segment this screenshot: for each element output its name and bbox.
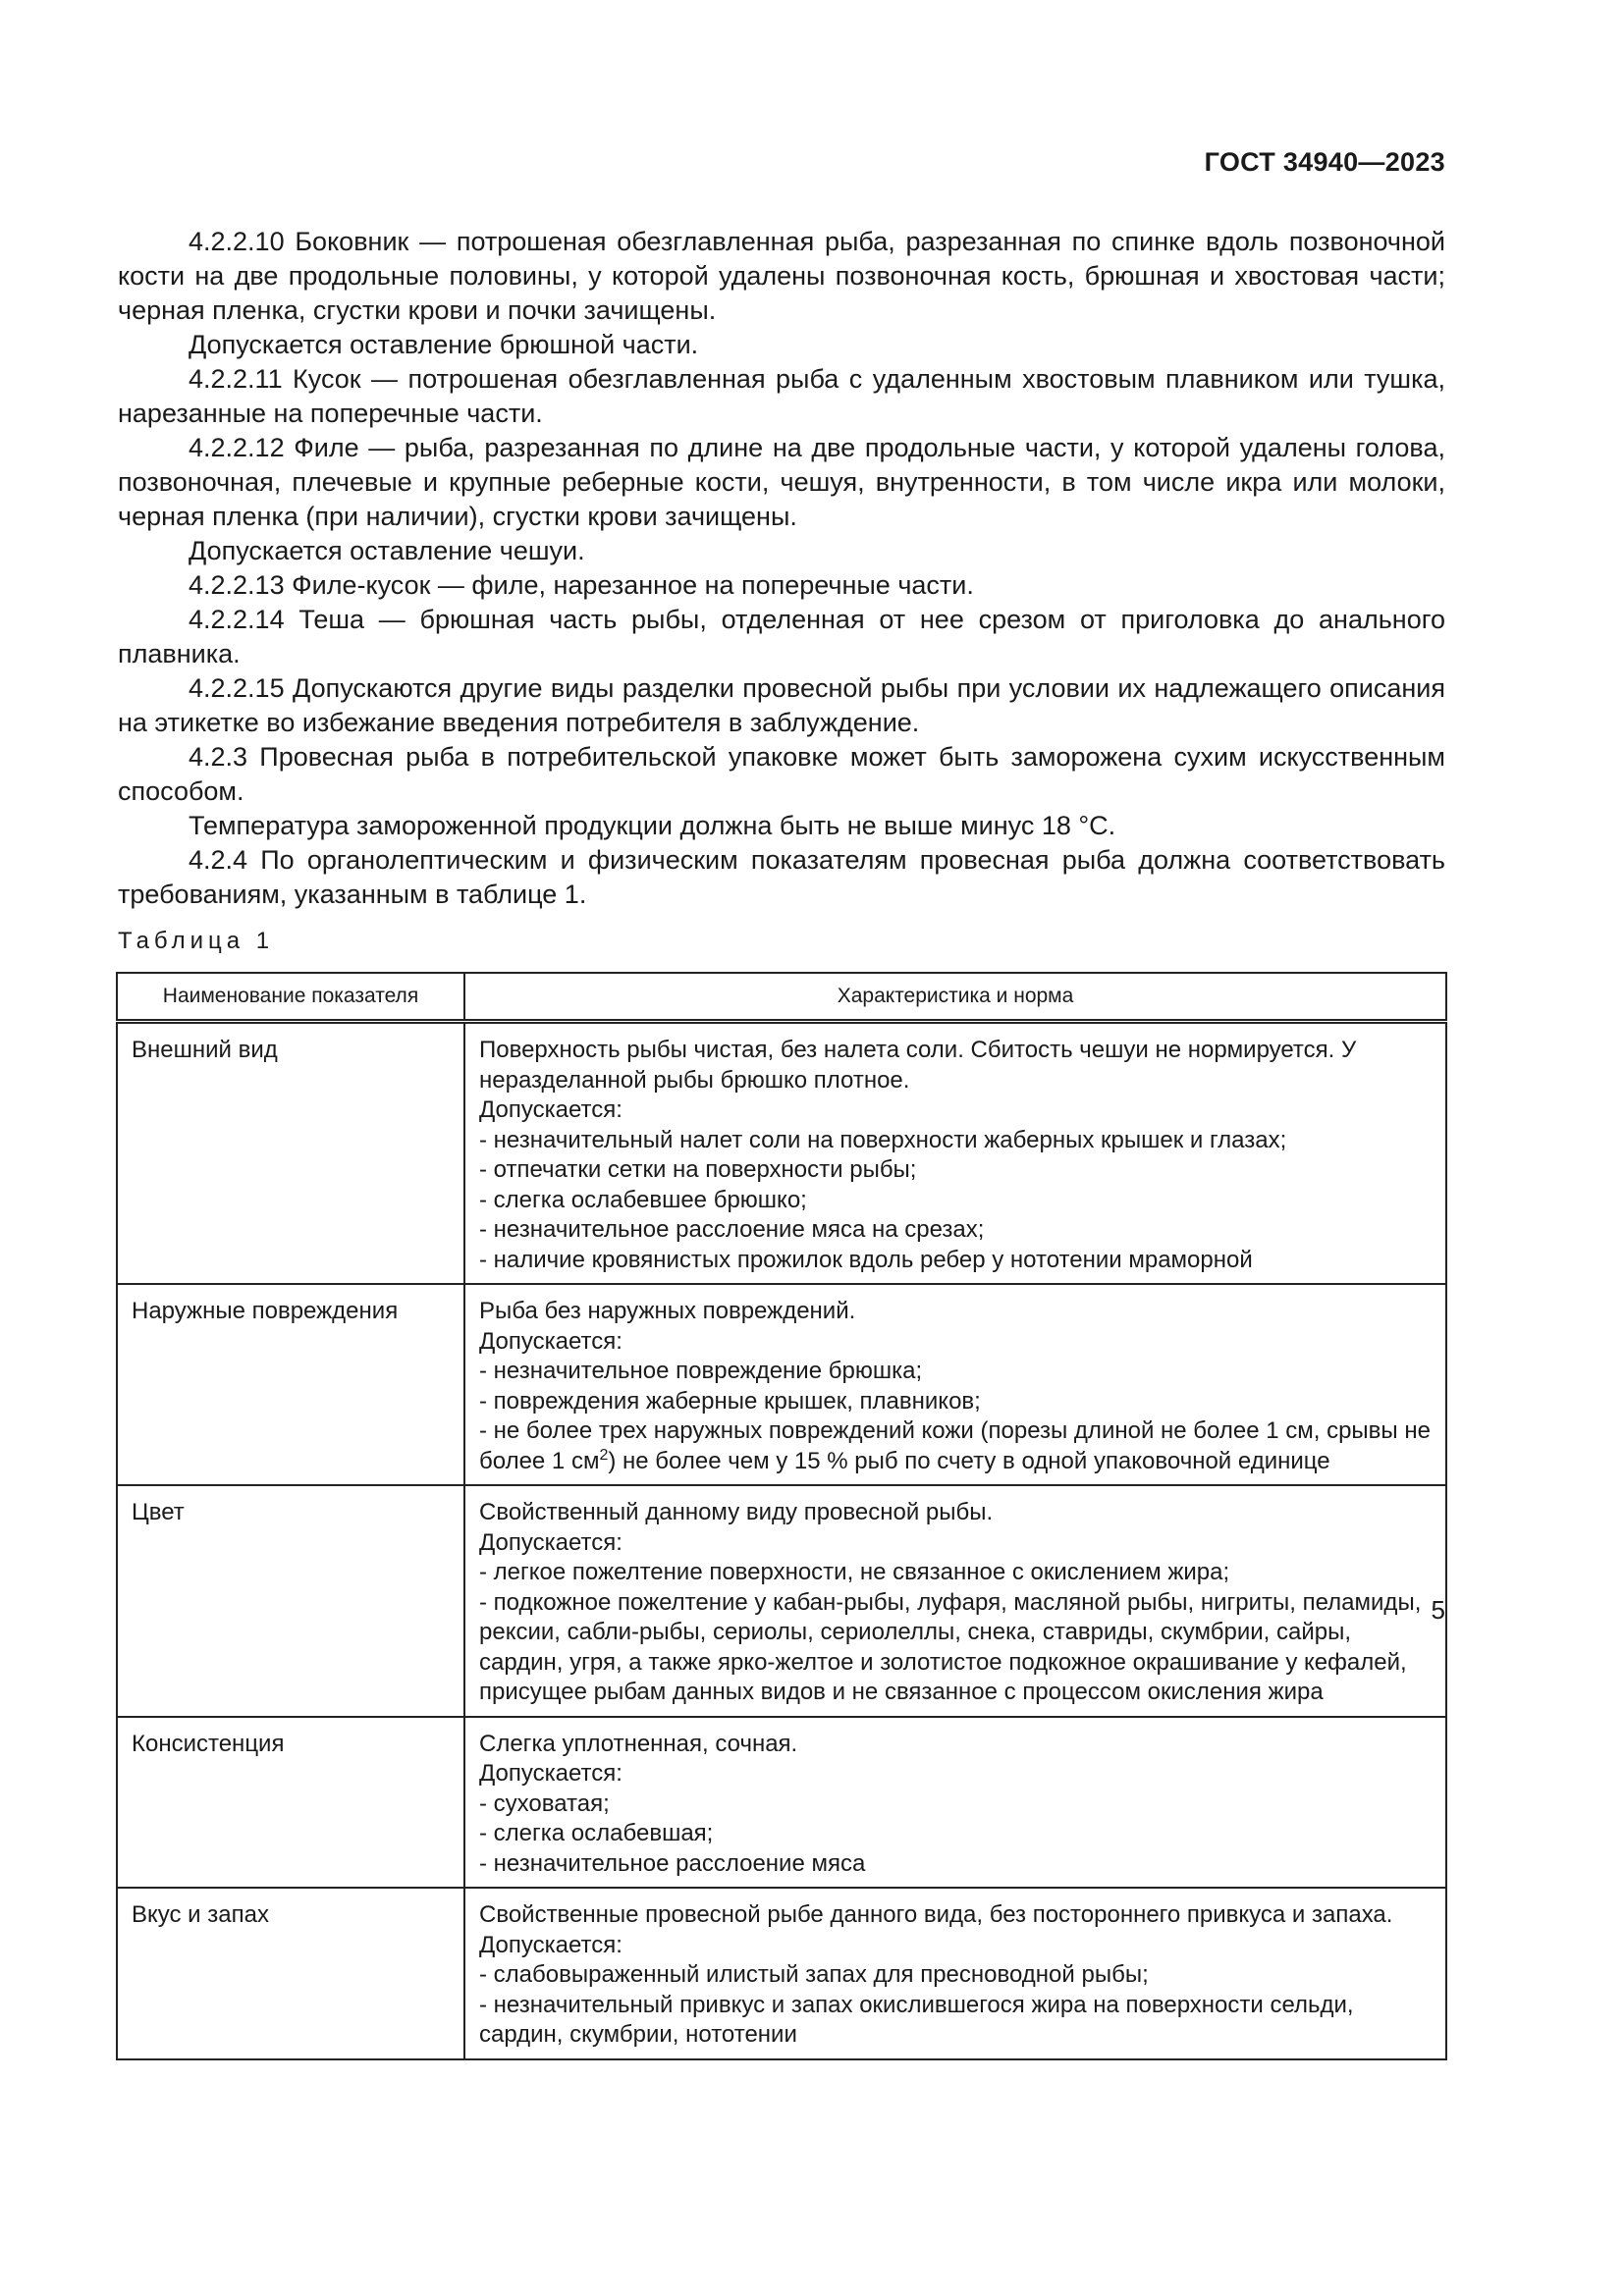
- description-line: - наличие кровянистых прожилок вдоль ребер у нототении мраморной: [479, 1246, 1253, 1273]
- description-line: - незначительный налет соли на поверхности жаберных крышек и глазах;: [479, 1126, 1287, 1153]
- description-line: Свойственный данному виду провесной рыбы.: [479, 1499, 994, 1525]
- paragraph: 4.2.2.13 Филе-кусок — филе, нарезанное на поперечные части.: [189, 570, 974, 600]
- description-line: Допускается:: [479, 1528, 623, 1556]
- description-line: Поверхность рыбы чистая, без налета соли. Сбитость чешуи не нормируется. У неразделанной рыбы брюшко плотное.: [479, 1037, 1357, 1094]
- description-line: - слегка ослабевшая;: [479, 1820, 714, 1846]
- description-line: - незначительный привкус и запах окислившегося жира на поверхности сельди, сардин, скумбрии, нототении: [479, 1991, 1354, 2048]
- description-line: Слегка уплотненная, сочная.: [479, 1730, 798, 1757]
- description-line: Рыба без наружных повреждений.: [479, 1298, 856, 1324]
- paragraph: 4.2.2.14 Теша — брюшная часть рыбы, отделенная от нее срезом от приголовка до анального плавника.: [118, 605, 1445, 668]
- description-line: - слабовыраженный илистый запах для пресноводной рыбы;: [479, 1961, 1149, 1988]
- paragraph: Допускается оставление чешуи.: [189, 536, 585, 565]
- table-row: [117, 1284, 1446, 1485]
- page-number: 5: [1431, 1595, 1445, 1625]
- indicator-description: [464, 1717, 1446, 1889]
- description-line: [479, 1416, 1432, 1476]
- description-line: - повреждения жаберные крышек, плавников;: [479, 1387, 981, 1415]
- column-header-characteristic: Характеристика и норма: [464, 973, 1446, 1022]
- document-header: ГОСТ 34940—2023: [1204, 147, 1445, 177]
- table-row: [117, 1022, 1446, 1285]
- paragraph: 4.2.2.11 Кусок — потрошеная обезглавленная рыба с удаленным хвостовым плавником или тушка, нарезанные на поперечные части.: [118, 364, 1445, 428]
- paragraph: 4.2.2.15 Допускаются другие виды разделки провесной рыбы при условии их надлежащего описания на этикетке во избежание введения потребителя в заблуждение.: [118, 673, 1445, 737]
- indicator-description: [464, 1284, 1446, 1485]
- description-line: - суховатая;: [479, 1789, 610, 1817]
- description-line: - отпечатки сетки на поверхности рыбы;: [479, 1156, 917, 1183]
- superscript: 2: [599, 1446, 609, 1464]
- indicator-description: [464, 1485, 1446, 1717]
- indicator-name: Наружные повреждения: [117, 1284, 464, 1485]
- description-line: - незначительное расслоение мяса на срезах;: [479, 1216, 985, 1243]
- description-line: Допускается:: [479, 1327, 623, 1355]
- column-header-indicator: Наименование показателя: [117, 973, 464, 1022]
- description-line: Допускается:: [479, 1931, 623, 1958]
- indicator-description: [464, 1888, 1446, 2059]
- text-segment: - не более трех наружных повреждений кожи (порезы длиной не более 1 см, срывы не более 1 см: [479, 1417, 1431, 1474]
- paragraph: 4.2.4 По органолептическим и физическим показателям провесная рыба должна соответствовать требованиям, указанным в таблице 1.: [118, 845, 1445, 909]
- description-line: - слегка ослабевшее брюшко;: [479, 1186, 807, 1213]
- text-segment: ) не более чем у 15 % рыб по счету в одной упаковочной единице: [608, 1447, 1330, 1474]
- description-line: - незначительное повреждение брюшка;: [479, 1358, 923, 1384]
- description-line: - подкожное пожелтение у кабан-рыбы, луфаря, масляной рыбы, нигриты, пеламиды, рексии, сабли-рыбы, сериолы, сериолеллы, снека, ставриды, скумбрии, сайры, сардин, угря, а также ярко-желтое и золотистое подкожное окрашивание у кефалей, присущее рыбам данных видов и не связанное с процессом окисления жира: [479, 1588, 1422, 1705]
- description-line: Допускается:: [479, 1096, 623, 1123]
- description-line: Допускается:: [479, 1760, 623, 1787]
- description-line: - незначительное расслоение мяса: [479, 1849, 866, 1877]
- table-header-row: [117, 973, 1446, 1022]
- indicator-name: Вкус и запах: [117, 1888, 464, 2059]
- table-caption: Таблица 1: [118, 928, 275, 954]
- indicator-name: Консистенция: [117, 1717, 464, 1889]
- paragraph: Допускается оставление брюшной части.: [189, 330, 699, 359]
- paragraph: Температура замороженной продукции должна быть не выше минус 18 °С.: [189, 811, 1116, 840]
- indicator-name: Цвет: [117, 1485, 464, 1717]
- table-row: [117, 1888, 1446, 2059]
- table-row: [117, 1485, 1446, 1717]
- paragraph: 4.2.3 Провесная рыба в потребительской упаковке может быть заморожена сухим искусственным способом.: [118, 742, 1445, 806]
- body-text: [118, 225, 1445, 912]
- paragraph: 4.2.2.10 Боковник — потрошеная обезглавленная рыба, разрезанная по спинке вдоль позвоночной кости на две продольные половины, у которой удалены позвоночная кость, брюшная и хвостовая части; черная пленка, сгустки крови и почки зачищены.: [118, 227, 1445, 325]
- indicator-name: Внешний вид: [117, 1022, 464, 1285]
- paragraph: 4.2.2.12 Филе — рыба, разрезанная по длине на две продольные части, у которой удалены голова, позвоночная, плечевые и крупные реберные кости, чешуя, внутренности, в том числе икра или молоки, черная пленка (при наличии), сгустки крови зачищены.: [118, 433, 1445, 531]
- description-line: Свойственные провесной рыбе данного вида, без постороннего привкуса и запаха.: [479, 1901, 1393, 1928]
- table-row: [117, 1717, 1446, 1889]
- description-line: - легкое пожелтение поверхности, не связанное с окислением жира;: [479, 1559, 1230, 1585]
- indicators-table: [116, 972, 1447, 2060]
- indicator-description: [464, 1022, 1446, 1285]
